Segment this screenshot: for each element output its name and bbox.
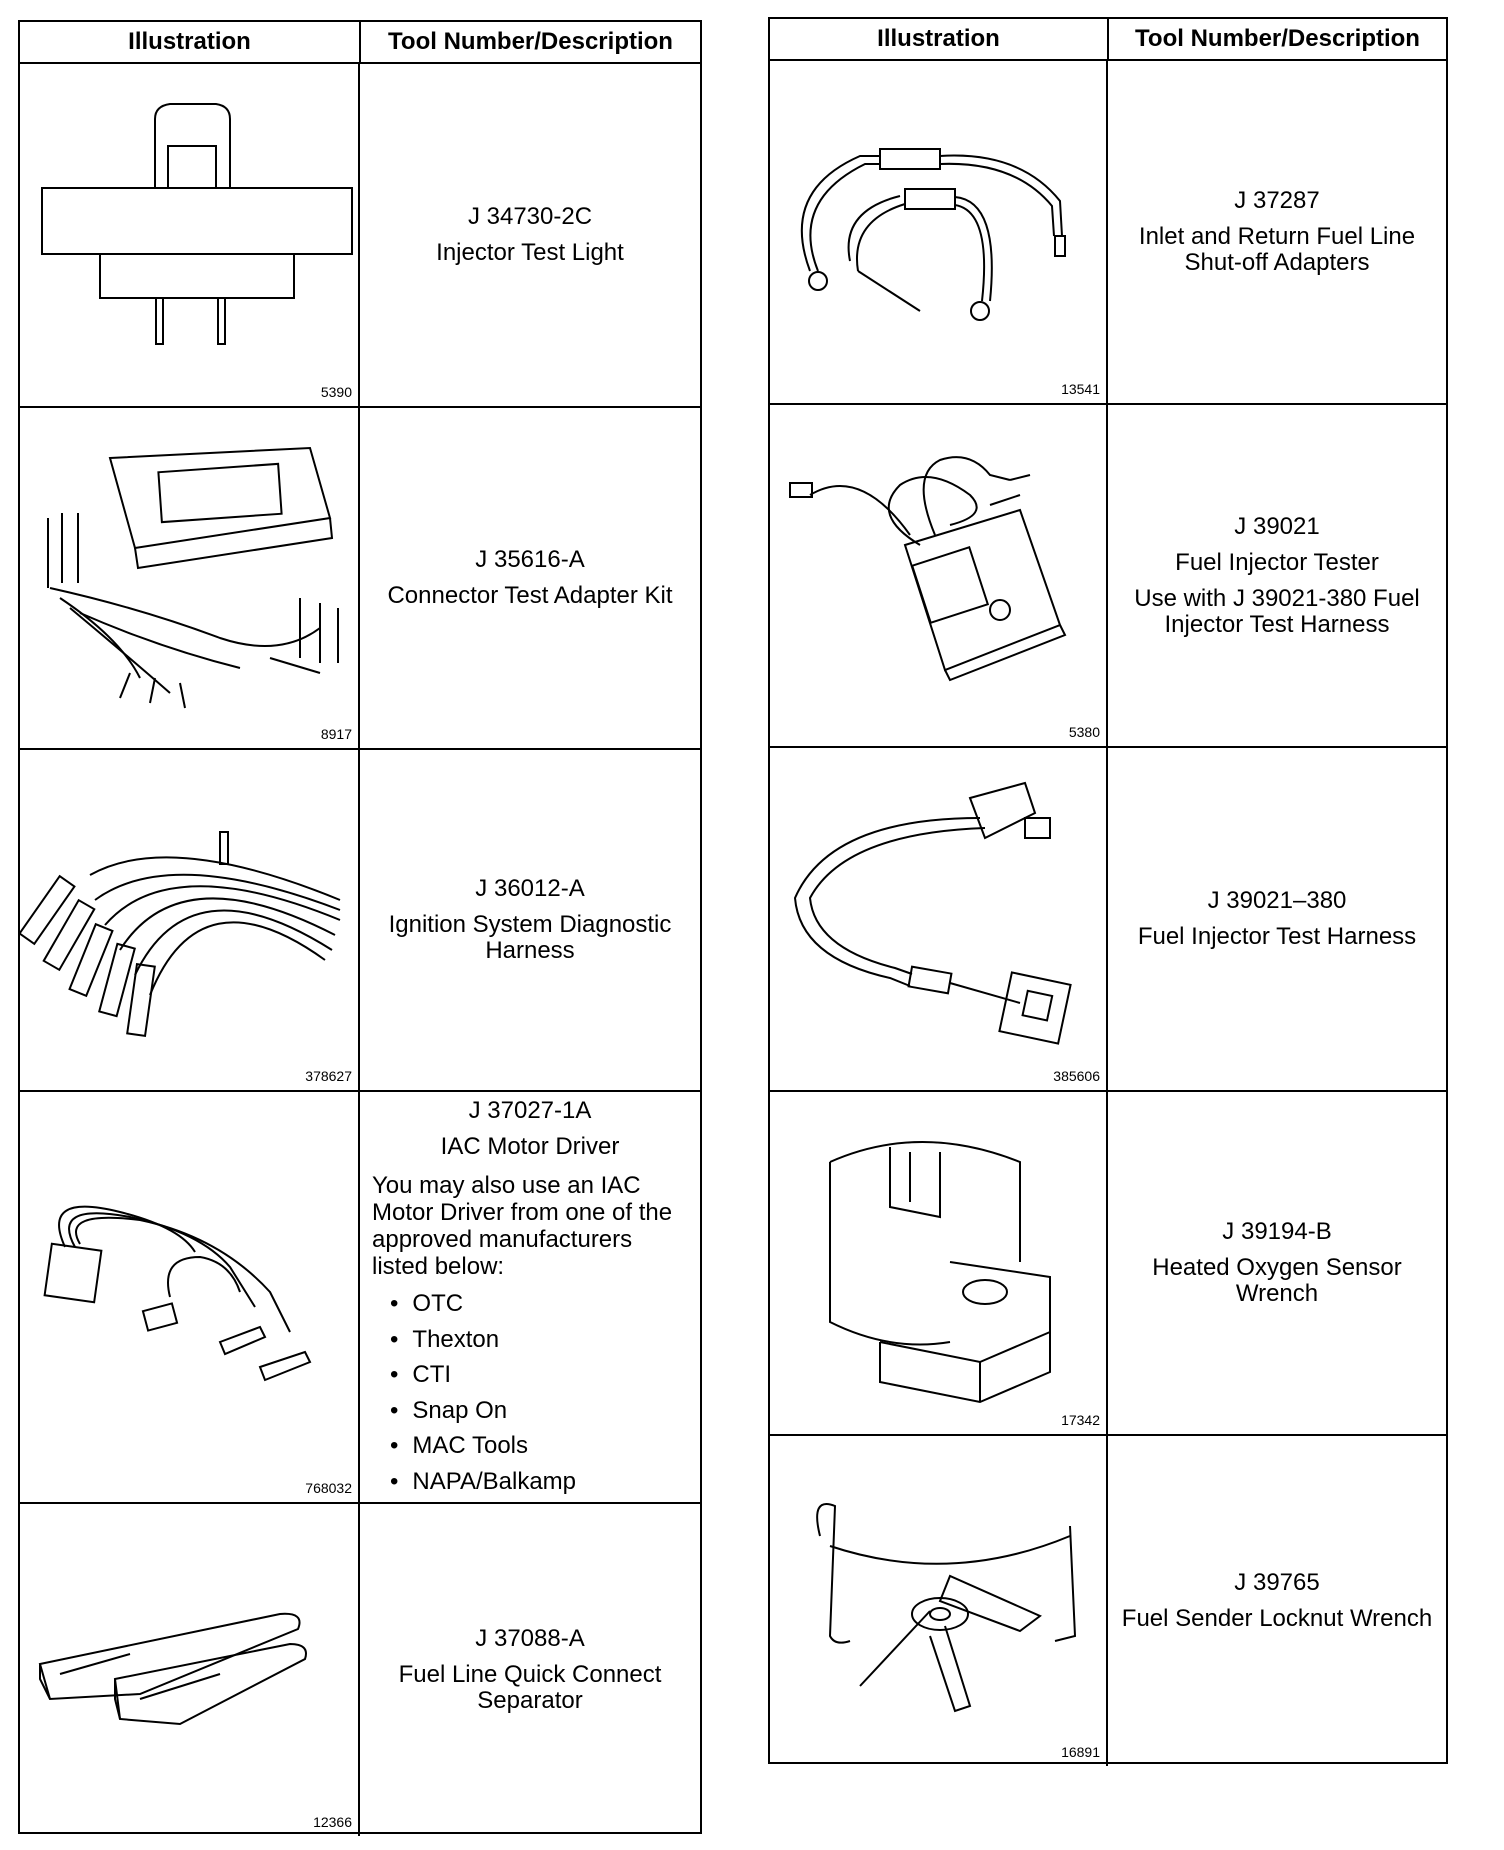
tool-number: J 35616-A <box>475 546 585 573</box>
tool-description: Connector Test Adapter Kit <box>387 582 673 609</box>
connector-test-adapter-kit-illustration <box>20 408 360 750</box>
tool-number: J 37088-A <box>475 1625 585 1652</box>
table-row <box>770 405 1446 748</box>
tool-description-cell <box>360 1092 700 1502</box>
header-illustration: Illustration <box>20 22 361 62</box>
list-item: • Thexton <box>390 1322 690 1358</box>
illustration-cell <box>20 64 360 406</box>
illustration-cell <box>20 1504 360 1836</box>
figure-number: 8917 <box>320 726 352 742</box>
list-item: • CTI <box>390 1357 690 1393</box>
list-item: • OTC <box>390 1286 690 1322</box>
ignition-diagnostic-harness-illustration <box>20 750 360 1092</box>
tool-description: IAC Motor Driver <box>440 1133 620 1160</box>
quick-connect-separator-illustration <box>20 1504 360 1836</box>
table-row <box>20 1504 700 1836</box>
figure-number: 5390 <box>320 384 352 400</box>
figure-number: 16891 <box>1061 1744 1100 1760</box>
tool-description-cell <box>1108 1436 1446 1766</box>
figure-number: 12366 <box>313 1814 352 1830</box>
table-header <box>770 19 1446 61</box>
list-item: • NAPA/Balkamp <box>390 1464 690 1500</box>
fuel-line-shutoff-adapters-illustration <box>770 61 1108 405</box>
header-tool-description: Tool Number/Description <box>1135 25 1420 52</box>
tool-description: Fuel Line Quick Connect Separator <box>398 1661 662 1714</box>
illustration-cell <box>770 748 1108 1090</box>
tool-description-cell <box>1108 405 1446 746</box>
tool-number: J 34730-2C <box>467 203 593 230</box>
illustration-cell <box>770 1092 1108 1434</box>
table-header <box>20 22 700 64</box>
iac-motor-driver-illustration <box>20 1092 360 1504</box>
right-tool-table <box>768 17 1448 1764</box>
table-row <box>20 408 700 750</box>
header-illustration: Illustration <box>770 19 1109 59</box>
table-row <box>770 1092 1446 1436</box>
tool-number: J 39765 <box>1234 1569 1320 1596</box>
tool-description-cell <box>360 64 700 406</box>
tool-note: You may also use an IAC Motor Driver from one of the approved manufacturers listed below: <box>372 1172 673 1280</box>
oxygen-sensor-wrench-illustration <box>770 1092 1108 1436</box>
tool-description: Fuel Sender Locknut Wrench <box>1121 1605 1433 1632</box>
tool-description: Injector Test Light <box>436 239 624 266</box>
tool-number: J 39021 <box>1234 512 1320 540</box>
figure-number: 17342 <box>1061 1412 1100 1428</box>
tool-description-cell <box>360 750 700 1090</box>
injector-test-light-illustration <box>20 64 360 408</box>
left-tool-table <box>18 20 702 1834</box>
manufacturer-list <box>370 1286 690 1499</box>
list-item: • Snap On <box>390 1393 690 1429</box>
tool-number: J 39194-B <box>1222 1218 1332 1245</box>
tool-number: J 39021–380 <box>1207 887 1347 914</box>
table-row <box>20 64 700 408</box>
tool-description-cell <box>1108 748 1446 1090</box>
table-row <box>770 1436 1446 1766</box>
illustration-cell <box>770 405 1108 746</box>
figure-number: 378627 <box>305 1068 352 1084</box>
table-row <box>20 750 700 1092</box>
fuel-injector-tester-illustration <box>770 405 1108 748</box>
injector-test-harness-illustration <box>770 748 1108 1092</box>
tool-description: Fuel Injector Test Harness <box>1137 923 1417 950</box>
table-row <box>770 61 1446 405</box>
tool-description-cell <box>1108 61 1446 403</box>
tool-number: J 36012-A <box>475 875 585 902</box>
tool-description: Fuel Injector Tester <box>1175 548 1379 576</box>
figure-number: 768032 <box>305 1480 352 1496</box>
tool-description-cell <box>360 408 700 748</box>
illustration-cell <box>20 408 360 748</box>
tool-number: J 37287 <box>1234 187 1320 214</box>
tool-description: Ignition System Diagnostic Harness <box>388 911 672 964</box>
tool-sub-note: Use with J 39021-380 Fuel Injector Test Harness <box>1134 584 1420 638</box>
table-row <box>20 1092 700 1504</box>
figure-number: 5380 <box>1068 724 1100 740</box>
tool-description: Heated Oxygen Sensor Wrench <box>1152 1254 1402 1307</box>
header-tool-description: Tool Number/Description <box>388 28 673 55</box>
illustration-cell <box>20 1092 360 1502</box>
tool-description: Inlet and Return Fuel Line Shut-off Adapters <box>1138 223 1416 276</box>
illustration-cell <box>20 750 360 1090</box>
tool-description-cell <box>360 1504 700 1836</box>
fuel-sender-locknut-wrench-illustration <box>770 1436 1108 1766</box>
tool-number: J 37027-1A <box>468 1097 592 1124</box>
figure-number: 385606 <box>1053 1068 1100 1084</box>
illustration-cell <box>770 1436 1108 1766</box>
table-row <box>770 748 1446 1092</box>
list-item: • MAC Tools <box>390 1428 690 1464</box>
tool-description-cell <box>1108 1092 1446 1434</box>
illustration-cell <box>770 61 1108 403</box>
figure-number: 13541 <box>1061 381 1100 397</box>
